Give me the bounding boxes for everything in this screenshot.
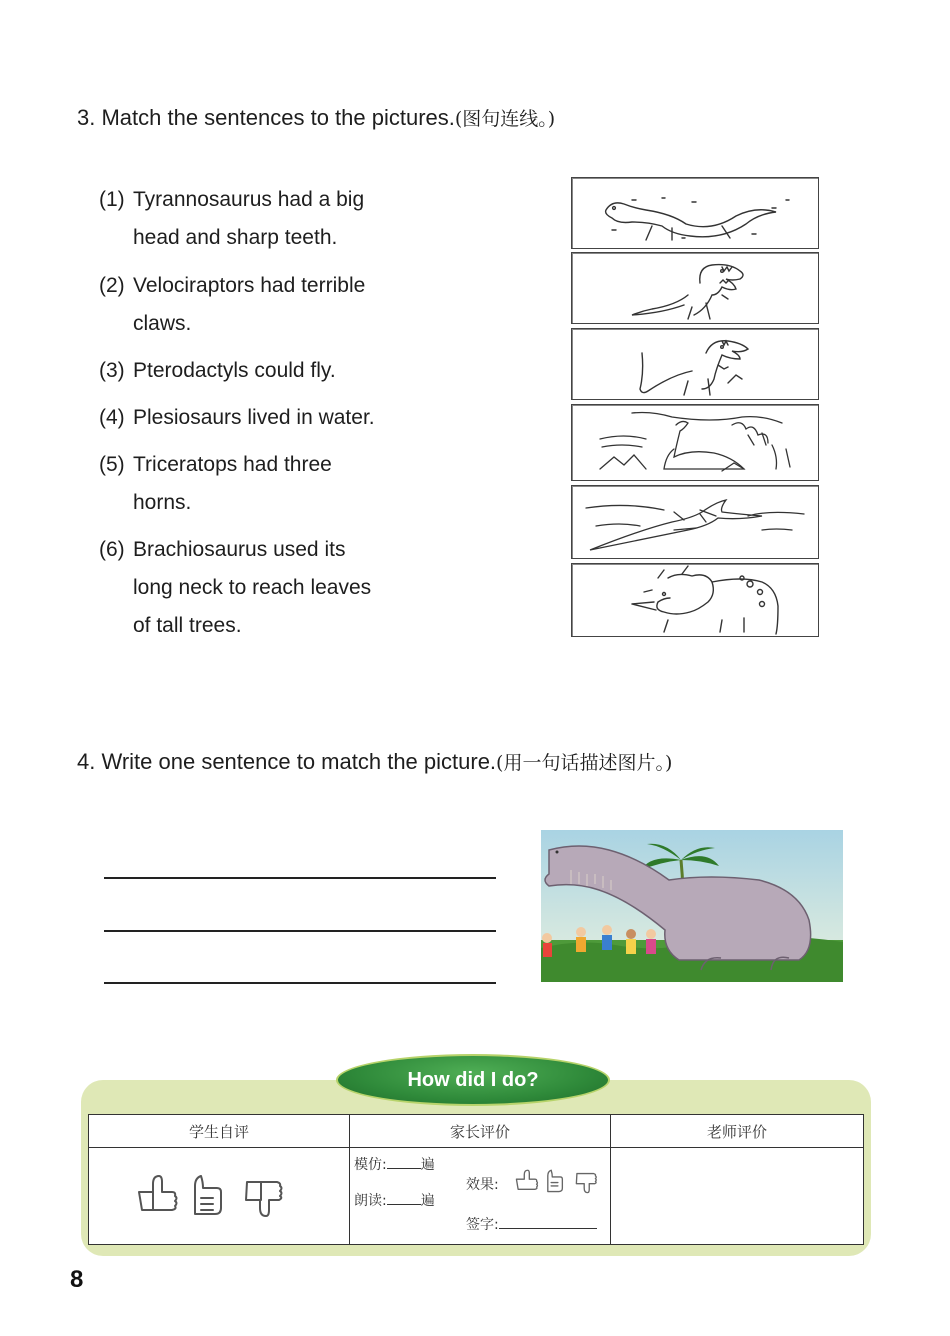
item-text-cont: horns. xyxy=(133,491,192,514)
item-text: Pterodactyls could fly. xyxy=(133,359,336,382)
col-teacher-header: 老师评价 xyxy=(611,1115,864,1148)
q3-item-6 xyxy=(99,531,371,645)
sign-label: 签字: xyxy=(466,1217,499,1233)
tyrannosaurus-sketch[interactable] xyxy=(571,252,819,324)
plesiosaur-sketch[interactable] xyxy=(571,177,819,249)
col-parent-header: 家长评价 xyxy=(350,1115,611,1148)
q3-item-3 xyxy=(99,352,336,390)
page-number: 8 xyxy=(70,1266,84,1293)
pterodactyl-icon xyxy=(572,486,818,558)
answer-line-1[interactable] xyxy=(104,877,496,879)
q3-title-cn: (图句连线。) xyxy=(454,108,556,130)
tyrannosaurus-icon xyxy=(572,253,818,323)
q3-item-2 xyxy=(99,267,365,343)
item-text: Plesiosaurs lived in water. xyxy=(133,406,375,429)
read-row xyxy=(354,1190,435,1210)
sign-input[interactable] xyxy=(499,1228,597,1229)
item-number: (1) xyxy=(99,188,125,211)
q4-title: 4. Write one sentence to match the picture. xyxy=(77,749,497,774)
item-number: (3) xyxy=(99,359,125,382)
sign-row xyxy=(466,1214,597,1234)
q3-item-5 xyxy=(99,446,332,522)
rating-hands-icon xyxy=(135,1172,295,1222)
q3-title: 3. Match the sentences to the pictures. xyxy=(77,105,455,130)
triceratops-sketch[interactable] xyxy=(571,563,819,637)
times-label: 遍 xyxy=(420,1157,435,1173)
plesiosaur-icon xyxy=(572,178,818,248)
item-text: Velociraptors had terrible xyxy=(133,274,366,297)
brachiosaurus-photo xyxy=(541,830,843,982)
item-number: (2) xyxy=(99,274,125,297)
brachiosaurus-icon xyxy=(572,405,818,480)
effect-row xyxy=(466,1174,499,1194)
read-count-input[interactable] xyxy=(387,1204,421,1205)
q3-heading xyxy=(77,104,555,131)
read-label: 朗读: xyxy=(354,1193,387,1209)
velociraptor-icon xyxy=(572,329,818,399)
answer-line-3[interactable] xyxy=(104,982,496,984)
item-text: Tyrannosaurus had a big xyxy=(133,188,365,211)
teacher-rating-cell[interactable] xyxy=(611,1148,864,1245)
effect-label: 效果: xyxy=(466,1177,499,1193)
triceratops-icon xyxy=(572,564,818,636)
effect-hands-icon[interactable] xyxy=(514,1168,604,1196)
q3-item-1 xyxy=(99,181,364,257)
q3-item-4 xyxy=(99,399,375,437)
brachiosaurus-scene-icon xyxy=(541,830,843,982)
student-rating-cell[interactable] xyxy=(89,1148,350,1245)
imitate-count-input[interactable] xyxy=(387,1168,421,1169)
item-number: (6) xyxy=(99,538,125,561)
q4-title-cn: (用一句话描述图片。) xyxy=(496,752,673,774)
item-text-cont: head and sharp teeth. xyxy=(133,226,338,249)
imitate-label: 模仿: xyxy=(354,1157,387,1173)
times-label: 遍 xyxy=(420,1193,435,1209)
imitate-row xyxy=(354,1154,435,1174)
velociraptor-sketch[interactable] xyxy=(571,328,819,400)
item-text: Triceratops had three xyxy=(133,453,332,476)
pterodactyl-sketch[interactable] xyxy=(571,485,819,559)
item-number: (4) xyxy=(99,406,125,429)
how-did-i-do-badge: How did I do? xyxy=(336,1054,610,1106)
evaluation-table xyxy=(88,1114,864,1245)
col-student-header: 学生自评 xyxy=(89,1115,350,1148)
brachiosaurus-sketch[interactable] xyxy=(571,404,819,481)
parent-rating-cell xyxy=(350,1148,611,1245)
item-text-cont: long neck to reach leaves xyxy=(133,576,372,599)
item-number: (5) xyxy=(99,453,125,476)
item-text-cont: of tall trees. xyxy=(133,614,242,637)
item-text: Brachiosaurus used its xyxy=(133,538,346,561)
item-text-cont: claws. xyxy=(133,312,192,335)
answer-line-2[interactable] xyxy=(104,930,496,932)
q4-heading xyxy=(77,748,672,775)
